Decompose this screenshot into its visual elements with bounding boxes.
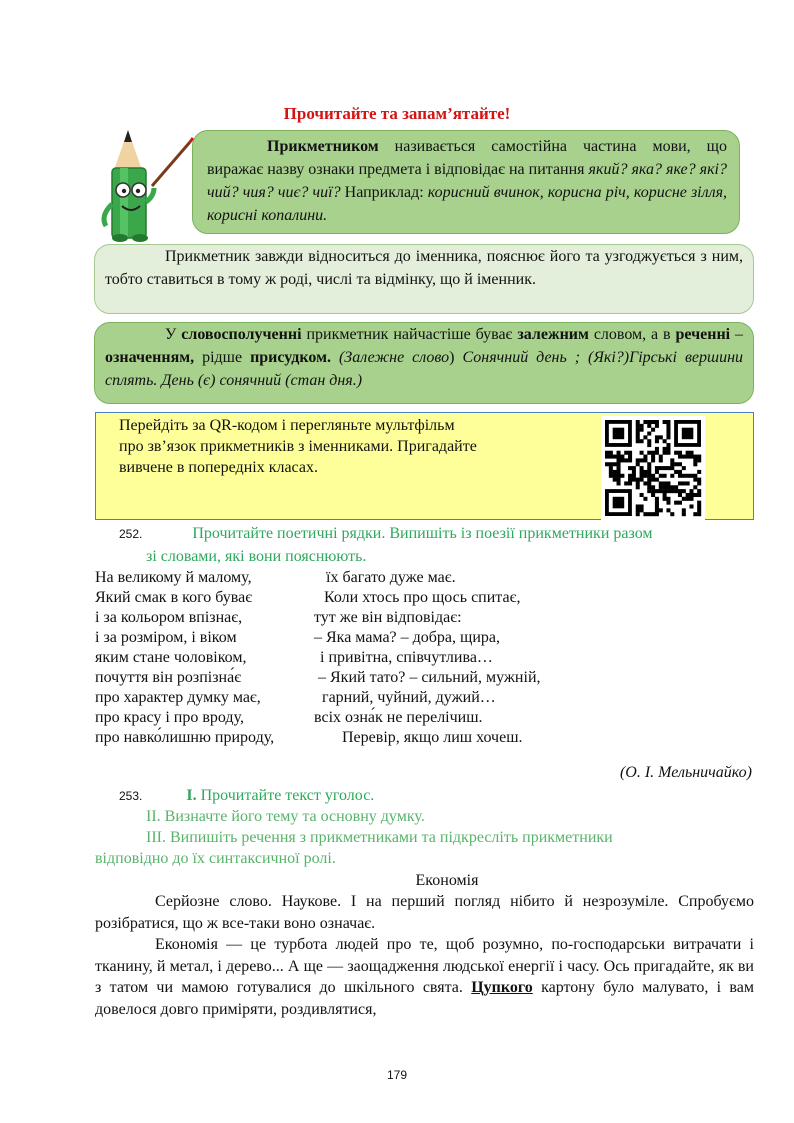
poem-line: про навко́лишню природу, <box>95 729 275 746</box>
task-text: Прочитайте текст уголос. <box>196 787 375 804</box>
definition-term: Прикметником <box>267 138 379 155</box>
paragraph-text: картону було малувато, і вам довелося довго приміряти, роздивлятися, <box>95 979 754 1018</box>
poem-line: Який смак в кого буває <box>95 589 253 606</box>
syntax-italic: (Залежне слово <box>330 349 450 366</box>
syntax-text: ) <box>449 349 463 366</box>
text-paragraph <box>95 934 754 1020</box>
poem-right-column <box>300 568 541 748</box>
poem-line: і за розміром, і віком <box>95 629 237 646</box>
definition-box <box>192 130 740 234</box>
syntax-text: рідше <box>194 349 251 366</box>
agreement-text: Прикметник завжди відноситься до іменника, пояснює його та узгоджується з ним, тобто ставиться в тому ж роді, числі та відмінку, що й іменник. <box>105 248 743 288</box>
syntax-text: – <box>730 326 744 343</box>
definition-text: називається самостійна частина мови, що виражає назву ознаки предмета і відповідає на питання <box>207 138 727 178</box>
syntax-bold: реченні <box>675 326 731 343</box>
poem-line: почуття він розпізна́є <box>95 669 242 686</box>
exercise-number: 253. <box>119 789 143 803</box>
section-title: Прочитайте та запам’ятайте! <box>283 104 511 123</box>
task-text: відповідно до їх синтаксичної ролі. <box>95 850 336 867</box>
exercise-253-heading <box>119 785 374 807</box>
qr-code[interactable] <box>601 416 705 520</box>
poem-line: яким стане чоловіком, <box>95 649 247 666</box>
paragraph-text: Економія — це турбота людей про те, щоб розумно, по-господарськи витрачати і тканину, й метал, і дерево... А ще — заощадження людської енергії і часу. Ось пригадайте, як ви з татом чи мамою готувалися до шкільного свята. <box>95 936 754 996</box>
poem-line: і за кольором впізнає, <box>95 609 243 626</box>
exercise-252-heading <box>119 523 759 545</box>
qr-note-line: про зв’язок прикметників з іменниками. Пригадайте <box>119 438 477 455</box>
syntax-bold: присудком. <box>250 349 331 366</box>
underlined-word: Цупкого <box>471 979 533 996</box>
task-text: ІІІ. Випишіть речення з прикметниками та підкресліть прикметники <box>146 829 613 846</box>
pencil-mascot-icon <box>92 126 198 244</box>
poem-line: На великому й малому, <box>95 569 252 586</box>
poem-line: тут же він відповідає: <box>314 609 462 626</box>
qr-code-icon <box>601 416 705 520</box>
exercise-instruction: Прочитайте поетичні рядки. Випишіть із поезії прикметники разом <box>192 525 653 542</box>
task-roman: І. <box>186 787 197 804</box>
syntax-text: словом, а в <box>588 326 676 343</box>
definition-examples: корисний вчинок, корисна річ, корисне зілля, корисні копалини. <box>207 184 728 224</box>
syntax-text: У <box>165 326 182 343</box>
task-text: ІІ. Визначте його тему та основну думку. <box>146 808 425 825</box>
poem-line: Коли хтось про щось спитає, <box>324 589 521 606</box>
poem-line: про характер думку має, <box>95 689 261 706</box>
poem-line: Перевір, якщо лиш хочеш. <box>342 729 523 746</box>
paragraph-text: Серйозне слово. Наукове. І на перший погляд нібито й незрозуміле. Спробуємо розібратися, що ж все-таки воно означає. <box>95 893 754 932</box>
poem-left-column <box>95 568 274 748</box>
exercise-number: 252. <box>119 527 143 541</box>
poem-author: (О. І. Мельничайко) <box>619 764 752 781</box>
qr-note-text <box>119 415 589 478</box>
syntax-bold: словосполученні <box>181 326 302 343</box>
poem-line: їх багато дуже має. <box>326 569 456 586</box>
syntax-examples: Сонячний день ; (Які?)Гірські вершини сплять. День (є) сонячний (стан дня.) <box>105 349 744 389</box>
definition-questions: який? яка? яке? які? чий? чия? чиє? чиї? <box>207 161 728 201</box>
poem-line: – Яка мама? – добра, щира, <box>314 629 501 646</box>
poem-line: гарний, чуйний, дужий… <box>322 689 496 706</box>
poem-line: – Який тато? – сильний, мужній, <box>318 669 541 686</box>
agreement-box <box>94 244 754 314</box>
syntax-role-box <box>94 322 754 404</box>
exercise-instruction: зі словами, які вони пояснюють. <box>146 548 367 565</box>
poem-line: про красу і про вроду, <box>95 709 244 726</box>
syntax-text: прикметник найчастіше буває <box>301 326 518 343</box>
text-paragraph <box>95 891 754 934</box>
definition-example-label: Наприклад: <box>340 184 428 201</box>
poem-line: і привітна, співчутлива… <box>320 649 493 666</box>
qr-note-line: Перейдіть за QR-кодом і перегляньте мультфільм <box>119 417 455 434</box>
text-title: Економія <box>415 872 479 889</box>
syntax-bold: означенням, <box>105 349 195 366</box>
syntax-bold: залежним <box>517 326 589 343</box>
page-number: 179 <box>386 1068 408 1082</box>
poem-line: всіх озна́к не перелічиш. <box>314 709 483 726</box>
qr-note-line: вивчене в попередніх класах. <box>119 459 318 476</box>
